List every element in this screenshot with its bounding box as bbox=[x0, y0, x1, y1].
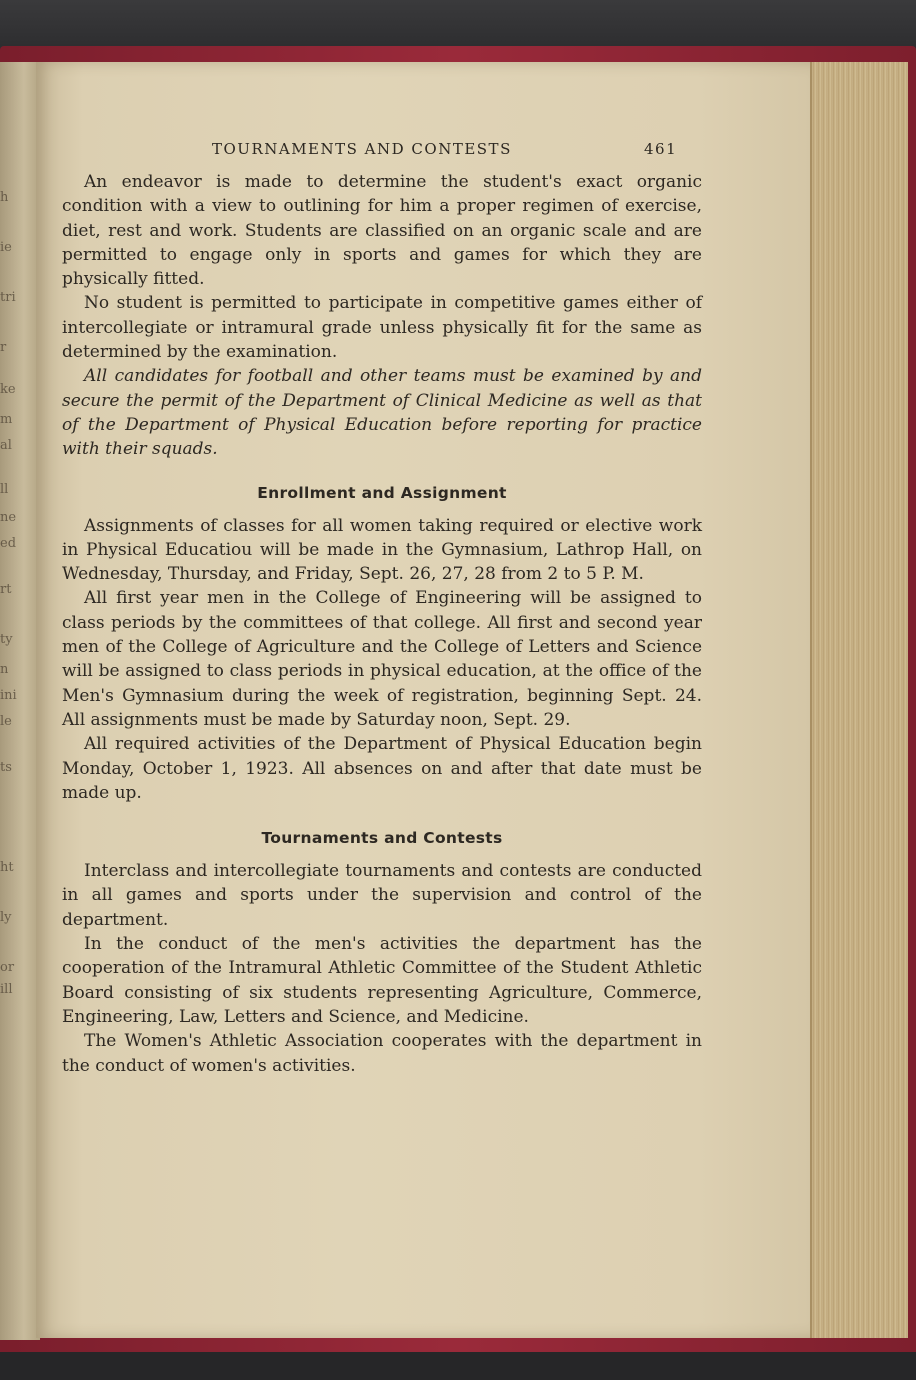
margin-fragment: n bbox=[0, 662, 9, 677]
margin-fragment: ly bbox=[0, 910, 12, 925]
running-head bbox=[62, 130, 702, 160]
margin-fragment: tri bbox=[0, 290, 16, 305]
margin-fragment: ini bbox=[0, 688, 17, 703]
section-heading-tournaments: Tournaments and Contests bbox=[261, 829, 503, 848]
paragraph: The Women's Athletic Association cooperates with the department in the conduct of women's activities. bbox=[62, 1031, 702, 1076]
margin-fragment: h bbox=[0, 190, 9, 205]
margin-fragment: or bbox=[0, 960, 15, 975]
margin-fragment: ty bbox=[0, 632, 13, 647]
margin-fragment: al bbox=[0, 438, 12, 453]
margin-fragment: rt bbox=[0, 582, 12, 597]
page-content bbox=[62, 130, 702, 1078]
facing-page-edge bbox=[0, 62, 40, 1340]
paragraph: No student is permitted to participate in competitive games either of intercollegiate or intramural grade unless physically fit for the same as determined by the examination. bbox=[62, 293, 702, 363]
margin-fragment: ne bbox=[0, 510, 17, 525]
page-edges bbox=[810, 62, 908, 1338]
margin-fragment: m bbox=[0, 412, 13, 427]
section-heading-enrollment: Enrollment and Assignment bbox=[257, 483, 507, 502]
margin-fragment: ill bbox=[0, 982, 13, 997]
margin-fragment: ht bbox=[0, 860, 14, 875]
margin-fragment: r bbox=[0, 340, 7, 355]
running-head-title: TOURNAMENTS AND CONTESTS bbox=[212, 140, 512, 158]
margin-fragment: ll bbox=[0, 482, 9, 497]
scan-background-bottom bbox=[0, 1352, 916, 1380]
margin-fragment: ts bbox=[0, 760, 12, 775]
page-number: 461 bbox=[644, 140, 678, 158]
paragraph: Interclass and intercollegiate tournaments and contests are conducted in all games and sports under the supervision and control of the department. bbox=[62, 861, 702, 930]
margin-fragment: ie bbox=[0, 240, 12, 255]
margin-fragment: le bbox=[0, 714, 12, 729]
paragraph: All required activities of the Department of Physical Education begin Monday, October 1, 1923. All absences on and after that date must be made up. bbox=[62, 734, 702, 803]
paragraph: In the conduct of the men's activities the department has the cooperation of the Intramural Athletic Committee of the Student Athletic Board consisting of six students representing Agriculture, Commerce, Engineering, Law, Letters and Science, and Medicine. bbox=[62, 934, 702, 1027]
margin-fragment: ke bbox=[0, 382, 16, 397]
paragraph: All first year men in the College of Engineering will be assigned to class periods by the committees of that college. All first and second year men of the College of Agriculture and the College of Letters and Science will be assigned to class periods in physical education, at the office of the Men's Gymnasium during the week of registration, beginning Sept. 24. All assignments must be made by Saturday noon, Sept. 29. bbox=[62, 588, 702, 730]
paragraph: An endeavor is made to determine the student's exact organic condition with a view to outlining for him a proper regimen of exercise, diet, rest and work. Students are classified on an organic scale and are permitted to engage only in sports and games for which they are physically fitted. bbox=[62, 172, 702, 290]
paragraph-italic: All candidates for football and other teams must be examined by and secure the permit of the Department of Clinical Medicine as well as that of the Department of Physical Education before reporting for practice with their squads. bbox=[62, 366, 702, 460]
margin-fragment: ed bbox=[0, 536, 17, 551]
paragraph: Assignments of classes for all women taking required or elective work in Physical Educatiou will be made in the Gymnasium, Lathrop Hall, on Wednesday, Thursday, and Friday, Sept. 26, 27, 28 from 2 to 5 P. M. bbox=[62, 515, 702, 585]
